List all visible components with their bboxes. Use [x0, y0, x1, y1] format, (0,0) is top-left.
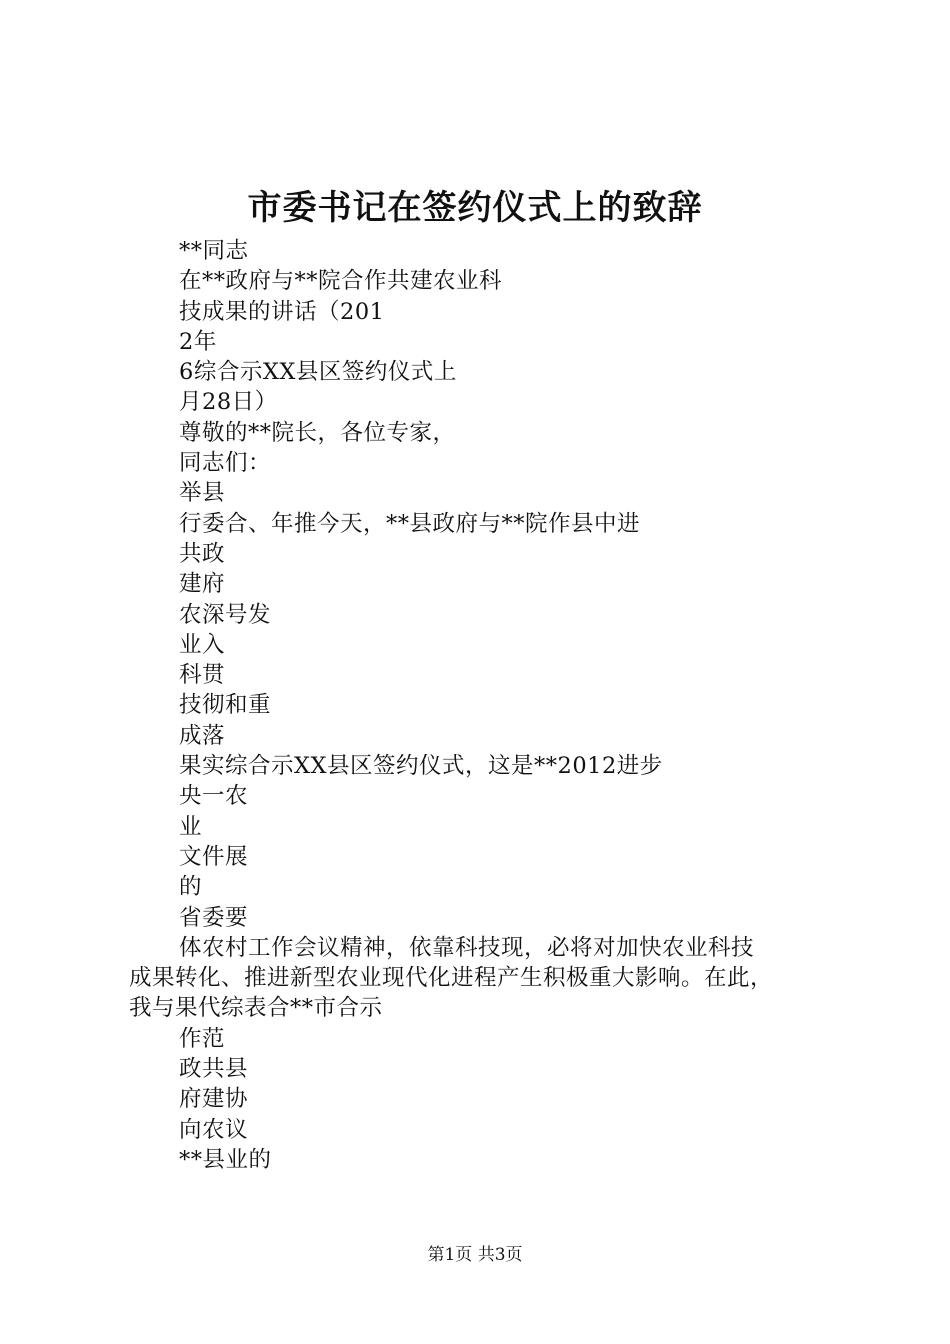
text-line: 府建协: [179, 1086, 249, 1113]
text-line: 农深号发: [179, 601, 272, 628]
text-line: **同志: [179, 238, 249, 264]
paragraph-line: 成果转化、推进新型农业现代化进程产生积极重大影响。在此，: [129, 965, 774, 992]
text-line: 业: [179, 813, 203, 840]
text-line: 月28日）: [179, 389, 278, 416]
text-line: 科贯: [179, 662, 226, 689]
text-line: **县业的: [179, 1146, 272, 1173]
text-line: 行委合、年推今天，**县政府与**院作县中进: [179, 510, 641, 537]
page-footer: 第1页 共3页: [427, 1245, 523, 1265]
text-line: 尊敬的**院长，各位专家，: [179, 419, 456, 446]
text-line: 央一农: [179, 783, 249, 810]
text-line: 政共县: [179, 1056, 249, 1083]
text-line: 2年: [179, 328, 217, 355]
text-line: 作范: [179, 1025, 226, 1052]
paragraph-line: 体农村工作会议精神，依靠科技现，必将对加快农业科技: [179, 934, 755, 961]
text-line: 技彻和重: [179, 692, 272, 719]
text-line: 技成果的讲话（201: [179, 298, 385, 325]
text-line: 6综合示XX县区签约仪式上: [179, 359, 457, 386]
paragraph-line: 我与果代综表合**市合示: [129, 995, 383, 1022]
text-line: 的: [179, 874, 203, 901]
text-line: 举县: [179, 480, 226, 507]
document-title: 市委书记在签约仪式上的致辞: [247, 188, 703, 228]
text-line: 同志们：: [179, 450, 272, 477]
text-line: 成落: [179, 722, 226, 749]
document-body: [129, 236, 869, 1175]
text-line: 业入: [179, 631, 226, 658]
text-line: 省委要: [179, 904, 249, 931]
text-line: 在**政府与**院合作共建农业科: [179, 268, 503, 295]
text-line: 果实综合示XX县区签约仪式，这是**2012进步: [179, 753, 663, 780]
text-line: 建府: [179, 571, 226, 598]
text-line: 文件展: [179, 843, 249, 870]
text-line: 共政: [179, 540, 226, 567]
text-line: 向农议: [179, 1116, 249, 1143]
